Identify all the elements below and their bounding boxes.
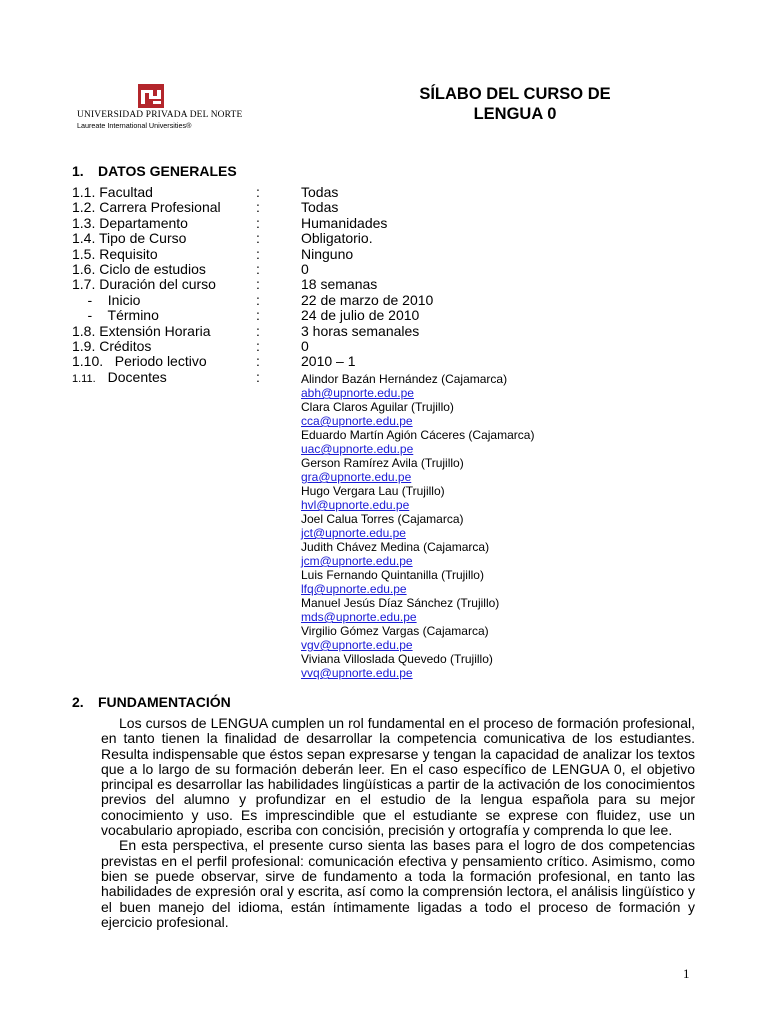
- section-2-heading: [72, 694, 231, 710]
- docente-email-link[interactable]: lfq@upnorte.edu.pe: [301, 582, 407, 596]
- university-name: UNIVERSIDAD PRIVADA DEL NORTE: [77, 110, 243, 120]
- university-logo: [77, 84, 243, 130]
- university-subtitle: Laureate International Universities®: [77, 121, 192, 130]
- title-line-2: LENGUA 0: [473, 105, 557, 123]
- docente-email-link[interactable]: mds@upnorte.edu.pe: [301, 610, 417, 624]
- docente-email-link[interactable]: abh@upnorte.edu.pe: [301, 386, 414, 400]
- docente-email-link[interactable]: hvl@upnorte.edu.pe: [301, 498, 410, 512]
- docente-name: Viviana Villoslada Quevedo (Trujillo): [301, 652, 493, 666]
- title-line-1: SÍLABO DEL CURSO DE: [419, 85, 611, 103]
- section-title: FUNDAMENTACIÓN: [98, 694, 231, 710]
- docente-name: Eduardo Martín Agión Cáceres (Cajamarca): [301, 428, 535, 442]
- docente-name: Gerson Ramírez Avila (Trujillo): [301, 456, 464, 470]
- paragraph: En esta perspectiva, el presente curso sienta las bases para el logro de dos competencias previstas en el perfil profesional: comunicación efectiva y pensamiento crítico. Asimismo, como bien se puede observar, sirve de fundamento a toda la formación profesional, en tanto las habilidades de expresión oral y escrita, así como la comprensión lectora, el análisis lingüístico y el buen manejo del idioma, están íntimamente ligadas a todo el proceso de formación y ejercicio profesional.: [101, 837, 695, 930]
- fundamentacion-body: [101, 716, 695, 930]
- document-title: [380, 84, 650, 124]
- docente-name: Hugo Vergara Lau (Trujillo): [301, 484, 445, 498]
- upn-logo-icon: [138, 84, 164, 108]
- paragraph: Los cursos de LENGUA cumplen un rol fundamental en el proceso de formación profesional, en tanto tienen la finalidad de desarrollar la competencia comunicativa de los estudiantes. Resulta indispensable que éstos sepan expresarse y tengan la capacidad de analizar los textos que a lo largo de su formación deberán leer. En el caso específico de LENGUA 0, el objetivo principal es desarrollar las habilidades lingüísticas a partir de la activación de los conocimientos previos del alumno y profundizar en el estudio de la lengua española para su mejor conocimiento y uso. Es imprescindible que el estudiante se exprese con fluidez, use un vocabulario apropiado, escriba con concisión, precisión y ortografía y comprenda lo que lee.: [101, 715, 695, 839]
- docente-email-link[interactable]: jcm@upnorte.edu.pe: [301, 554, 413, 568]
- docentes-label: Docentes: [107, 368, 167, 385]
- docente-email-link[interactable]: cca@upnorte.edu.pe: [301, 414, 413, 428]
- docente-name: Clara Claros Aguilar (Trujillo): [301, 400, 454, 414]
- docente-email-link[interactable]: uac@upnorte.edu.pe: [301, 442, 414, 456]
- docente-name: Joel Calua Torres (Cajamarca): [301, 512, 464, 526]
- docente-email-link[interactable]: gra@upnorte.edu.pe: [301, 470, 412, 484]
- docente-name: Judith Chávez Medina (Cajamarca): [301, 540, 490, 554]
- page-number: 1: [683, 966, 690, 981]
- docente-email-link[interactable]: vvq@upnorte.edu.pe: [301, 666, 413, 680]
- docente-email-link[interactable]: jct@upnorte.edu.pe: [301, 526, 406, 540]
- docente-name: Manuel Jesús Díaz Sánchez (Trujillo): [301, 596, 500, 610]
- docentes-list: [301, 372, 534, 680]
- docente-name: Virgilio Gómez Vargas (Cajamarca): [301, 624, 489, 638]
- section-title: DATOS GENERALES: [98, 163, 237, 179]
- section-number: 1.: [72, 163, 84, 179]
- section-1-heading: [72, 163, 237, 179]
- docente-email-link[interactable]: vgv@upnorte.edu.pe: [301, 638, 413, 652]
- docentes-number: 1.11.: [72, 372, 96, 385]
- section-number: 2.: [72, 694, 84, 710]
- docente-name: Luis Fernando Quintanilla (Trujillo): [301, 568, 484, 582]
- docente-name: Alindor Bazán Hernández (Cajamarca): [301, 372, 508, 386]
